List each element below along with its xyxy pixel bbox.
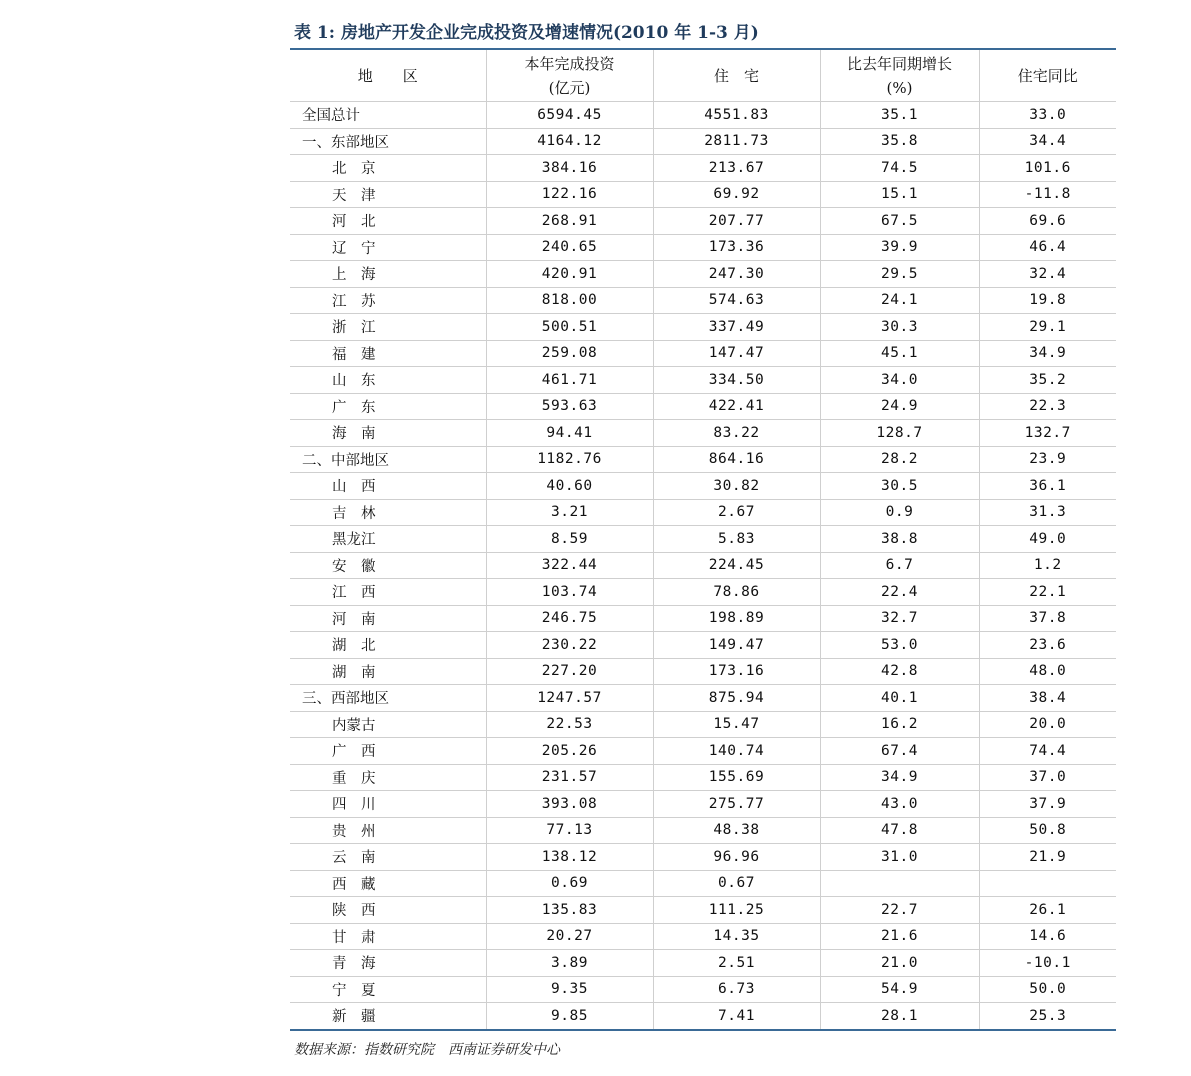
cell-investment: 4164.12 (486, 128, 653, 155)
table-row (290, 1003, 1116, 1030)
table-title: 表 1: 房地产开发企业完成投资及增速情况(2010 年 1-3 月) (294, 23, 759, 43)
cell-housing: 48.38 (653, 817, 820, 844)
header-housing (653, 49, 820, 102)
cell-investment: 322.44 (486, 552, 653, 579)
cell-growth: 22.7 (820, 897, 979, 924)
cell-housing: 30.82 (653, 473, 820, 500)
cell-housing: 96.96 (653, 844, 820, 871)
cell-housing-yoy (979, 870, 1116, 897)
cell-region: 西 藏 (290, 870, 486, 897)
cell-growth: 24.9 (820, 393, 979, 420)
cell-housing: 173.16 (653, 658, 820, 685)
cell-housing-yoy: 49.0 (979, 526, 1116, 553)
cell-housing-yoy: -10.1 (979, 950, 1116, 977)
cell-investment: 1247.57 (486, 685, 653, 712)
cell-housing-yoy: 35.2 (979, 367, 1116, 394)
table-row (290, 870, 1116, 897)
cell-housing-yoy: 36.1 (979, 473, 1116, 500)
cell-housing: 14.35 (653, 923, 820, 950)
cell-region: 上 海 (290, 261, 486, 288)
cell-housing-yoy: 19.8 (979, 287, 1116, 314)
cell-growth: 47.8 (820, 817, 979, 844)
cell-housing: 875.94 (653, 685, 820, 712)
table-row (290, 287, 1116, 314)
header-housing-yoy (979, 49, 1116, 102)
cell-housing: 2.67 (653, 499, 820, 526)
cell-housing: 864.16 (653, 446, 820, 473)
table-row (290, 897, 1116, 924)
table-row (290, 976, 1116, 1003)
cell-region: 新 疆 (332, 1009, 376, 1026)
cell-growth: 16.2 (820, 711, 979, 738)
investment-table (290, 48, 1116, 1031)
table-row (290, 685, 1116, 712)
cell-housing-yoy: 50.0 (979, 976, 1116, 1003)
table-row (290, 817, 1116, 844)
cell-region: 青 海 (290, 950, 486, 977)
cell-growth: 21.6 (820, 923, 979, 950)
cell-housing: 155.69 (653, 764, 820, 791)
cell-housing-yoy: 37.8 (979, 605, 1116, 632)
cell-housing: 5.83 (653, 526, 820, 553)
cell-investment: 259.08 (486, 340, 653, 367)
cell-housing: 6.73 (653, 976, 820, 1003)
cell-growth: 54.9 (820, 976, 979, 1003)
cell-region: 浙 江 (290, 314, 486, 341)
cell-housing-yoy: 37.0 (979, 764, 1116, 791)
cell-region: 宁 夏 (290, 976, 486, 1003)
cell-growth: 29.5 (820, 261, 979, 288)
cell-housing-yoy: 32.4 (979, 261, 1116, 288)
cell-housing-yoy: 14.6 (979, 923, 1116, 950)
cell-region: 山 东 (290, 367, 486, 394)
cell-housing-yoy: 50.8 (979, 817, 1116, 844)
header-growth-unit: (%) (886, 78, 913, 97)
cell-region: 全国总计 (290, 102, 486, 129)
table-row (290, 658, 1116, 685)
cell-growth: 53.0 (820, 632, 979, 659)
cell-growth: 30.3 (820, 314, 979, 341)
cell-investment: 77.13 (486, 817, 653, 844)
cell-growth: 34.0 (820, 367, 979, 394)
table-header-row (290, 49, 1116, 102)
cell-growth: 39.9 (820, 234, 979, 261)
cell-growth: 38.8 (820, 526, 979, 553)
cell-investment: 384.16 (486, 155, 653, 182)
cell-housing-yoy: 38.4 (979, 685, 1116, 712)
cell-investment: 818.00 (486, 287, 653, 314)
cell-housing: 147.47 (653, 340, 820, 367)
cell-investment: 231.57 (486, 764, 653, 791)
table-row (290, 261, 1116, 288)
table-row (290, 711, 1116, 738)
cell-housing-yoy: 34.9 (979, 340, 1116, 367)
cell-growth: 24.1 (820, 287, 979, 314)
table-row (290, 552, 1116, 579)
cell-investment: 20.27 (486, 923, 653, 950)
cell-growth: 45.1 (820, 340, 979, 367)
header-investment-label: 本年完成投资 (524, 54, 615, 73)
cell-growth: 28.1 (820, 1003, 979, 1030)
cell-growth: 21.0 (820, 950, 979, 977)
cell-investment: 138.12 (486, 844, 653, 871)
cell-investment: 268.91 (486, 208, 653, 235)
header-region (290, 49, 486, 102)
cell-housing: 2811.73 (653, 128, 820, 155)
cell-housing: 213.67 (653, 155, 820, 182)
cell-growth: 0.9 (820, 499, 979, 526)
cell-housing: 2.51 (653, 950, 820, 977)
cell-housing: 334.50 (653, 367, 820, 394)
cell-housing-yoy: 34.4 (979, 128, 1116, 155)
cell-growth: 67.5 (820, 208, 979, 235)
cell-housing-yoy: 21.9 (979, 844, 1116, 871)
cell-investment: 103.74 (486, 579, 653, 606)
cell-housing-yoy: 31.3 (979, 499, 1116, 526)
cell-region: 天 津 (290, 181, 486, 208)
cell-growth: 67.4 (820, 738, 979, 765)
table-row (290, 393, 1116, 420)
cell-region: 江 西 (290, 579, 486, 606)
cell-region: 甘 肃 (290, 923, 486, 950)
cell-investment: 420.91 (486, 261, 653, 288)
cell-growth: 42.8 (820, 658, 979, 685)
table-row (290, 155, 1116, 182)
cell-growth (820, 870, 979, 897)
cell-growth: 128.7 (820, 420, 979, 447)
cell-housing-yoy: 1.2 (979, 552, 1116, 579)
cell-investment: 393.08 (486, 791, 653, 818)
cell-growth: 6.7 (820, 552, 979, 579)
cell-investment: 230.22 (486, 632, 653, 659)
data-source-note: 数据来源：指数研究院 西南证券研发中心 (294, 1041, 560, 1058)
cell-region: 辽 宁 (290, 234, 486, 261)
table-row (290, 340, 1116, 367)
cell-housing: 224.45 (653, 552, 820, 579)
cell-region: 陕 西 (290, 897, 486, 924)
cell-investment: 240.65 (486, 234, 653, 261)
cell-investment: 6594.45 (486, 102, 653, 129)
cell-housing-yoy: 22.1 (979, 579, 1116, 606)
cell-growth: 35.8 (820, 128, 979, 155)
cell-housing-yoy: 101.6 (979, 155, 1116, 182)
cell-growth: 40.1 (820, 685, 979, 712)
header-housing-label: 住 宅 (713, 66, 759, 85)
cell-region: 江 苏 (290, 287, 486, 314)
table-row (290, 791, 1116, 818)
cell-housing-yoy: 23.6 (979, 632, 1116, 659)
cell-region: 北 京 (290, 155, 486, 182)
table-row (290, 632, 1116, 659)
table-row (290, 923, 1116, 950)
table-row (290, 181, 1116, 208)
cell-investment: 461.71 (486, 367, 653, 394)
table-row (290, 420, 1116, 447)
cell-growth: 43.0 (820, 791, 979, 818)
cell-region: 贵 州 (290, 817, 486, 844)
cell-investment: 205.26 (486, 738, 653, 765)
table-row (290, 844, 1116, 871)
cell-growth: 32.7 (820, 605, 979, 632)
cell-region: 四 川 (290, 791, 486, 818)
cell-housing: 198.89 (653, 605, 820, 632)
cell-housing-yoy: 20.0 (979, 711, 1116, 738)
cell-region: 黑龙江 (290, 526, 486, 553)
cell-region: 内蒙古 (290, 711, 486, 738)
cell-investment: 8.59 (486, 526, 653, 553)
table-row (290, 764, 1116, 791)
cell-housing-yoy: 22.3 (979, 393, 1116, 420)
cell-region: 河 北 (290, 208, 486, 235)
header-investment-unit: (亿元) (548, 78, 591, 97)
cell-housing-yoy: 74.4 (979, 738, 1116, 765)
cell-housing: 4551.83 (653, 102, 820, 129)
table-row (290, 446, 1116, 473)
cell-housing-yoy: 23.9 (979, 446, 1116, 473)
cell-housing: 69.92 (653, 181, 820, 208)
cell-housing-yoy: 33.0 (979, 102, 1116, 129)
table-row (290, 738, 1116, 765)
cell-investment: 122.16 (486, 181, 653, 208)
cell-investment: 1182.76 (486, 446, 653, 473)
cell-region: 重 庆 (290, 764, 486, 791)
cell-region: 吉 林 (290, 499, 486, 526)
table-row (290, 579, 1116, 606)
cell-growth: 28.2 (820, 446, 979, 473)
cell-investment: 135.83 (486, 897, 653, 924)
header-region-label: 地 区 (357, 66, 418, 85)
cell-housing: 83.22 (653, 420, 820, 447)
table-row (290, 950, 1116, 977)
table-row (290, 473, 1116, 500)
cell-region: 云 南 (290, 844, 486, 871)
cell-region: 湖 南 (290, 658, 486, 685)
cell-investment: 227.20 (486, 658, 653, 685)
cell-growth: 15.1 (820, 181, 979, 208)
cell-housing-yoy: 69.6 (979, 208, 1116, 235)
header-housing-yoy-label: 住宅同比 (1017, 66, 1078, 85)
header-growth (820, 49, 979, 102)
cell-investment: 3.89 (486, 950, 653, 977)
cell-housing-yoy: -11.8 (979, 181, 1116, 208)
table-row (290, 605, 1116, 632)
header-growth-label: 比去年同期增长 (846, 54, 952, 73)
cell-growth: 30.5 (820, 473, 979, 500)
cell-investment: 9.35 (486, 976, 653, 1003)
cell-investment: 22.53 (486, 711, 653, 738)
cell-housing: 207.77 (653, 208, 820, 235)
cell-growth: 31.0 (820, 844, 979, 871)
cell-housing: 574.63 (653, 287, 820, 314)
cell-investment: 9.85 (486, 1003, 653, 1030)
table-body (290, 102, 1116, 1030)
cell-investment: 3.21 (486, 499, 653, 526)
cell-region: 湖 北 (290, 632, 486, 659)
cell-housing: 111.25 (653, 897, 820, 924)
cell-growth: 74.5 (820, 155, 979, 182)
cell-housing: 78.86 (653, 579, 820, 606)
cell-region: 广 东 (290, 393, 486, 420)
cell-housing-yoy: 132.7 (979, 420, 1116, 447)
table-row (290, 234, 1116, 261)
cell-housing-yoy: 25.3 (979, 1003, 1116, 1030)
table-row (290, 526, 1116, 553)
cell-region: 三、西部地区 (290, 685, 486, 712)
cell-region: 广 西 (290, 738, 486, 765)
cell-region: 一、东部地区 (290, 128, 486, 155)
cell-investment: 593.63 (486, 393, 653, 420)
cell-growth: 34.9 (820, 764, 979, 791)
cell-housing: 337.49 (653, 314, 820, 341)
table-row (290, 128, 1116, 155)
cell-housing: 149.47 (653, 632, 820, 659)
cell-growth: 22.4 (820, 579, 979, 606)
cell-region: 山 西 (290, 473, 486, 500)
cell-region: 安 徽 (290, 552, 486, 579)
cell-housing: 7.41 (653, 1003, 820, 1030)
cell-housing: 173.36 (653, 234, 820, 261)
cell-region: 福 建 (290, 340, 486, 367)
cell-housing-yoy: 26.1 (979, 897, 1116, 924)
cell-region: 二、中部地区 (290, 446, 486, 473)
cell-investment: 500.51 (486, 314, 653, 341)
table-row (290, 367, 1116, 394)
cell-housing: 0.67 (653, 870, 820, 897)
table-row (290, 208, 1116, 235)
cell-region: 海 南 (290, 420, 486, 447)
cell-housing-yoy: 29.1 (979, 314, 1116, 341)
cell-housing: 275.77 (653, 791, 820, 818)
cell-region: 河 南 (290, 605, 486, 632)
cell-housing: 422.41 (653, 393, 820, 420)
cell-investment: 94.41 (486, 420, 653, 447)
header-investment (486, 49, 653, 102)
cell-housing: 140.74 (653, 738, 820, 765)
document-page (290, 18, 1116, 1059)
cell-investment: 40.60 (486, 473, 653, 500)
cell-housing-yoy: 46.4 (979, 234, 1116, 261)
table-row (290, 102, 1116, 129)
cell-housing-yoy: 37.9 (979, 791, 1116, 818)
cell-investment: 246.75 (486, 605, 653, 632)
cell-investment: 0.69 (486, 870, 653, 897)
table-row (290, 314, 1116, 341)
cell-growth: 35.1 (820, 102, 979, 129)
cell-housing: 247.30 (653, 261, 820, 288)
table-row (290, 499, 1116, 526)
cell-housing-yoy: 48.0 (979, 658, 1116, 685)
cell-housing: 15.47 (653, 711, 820, 738)
